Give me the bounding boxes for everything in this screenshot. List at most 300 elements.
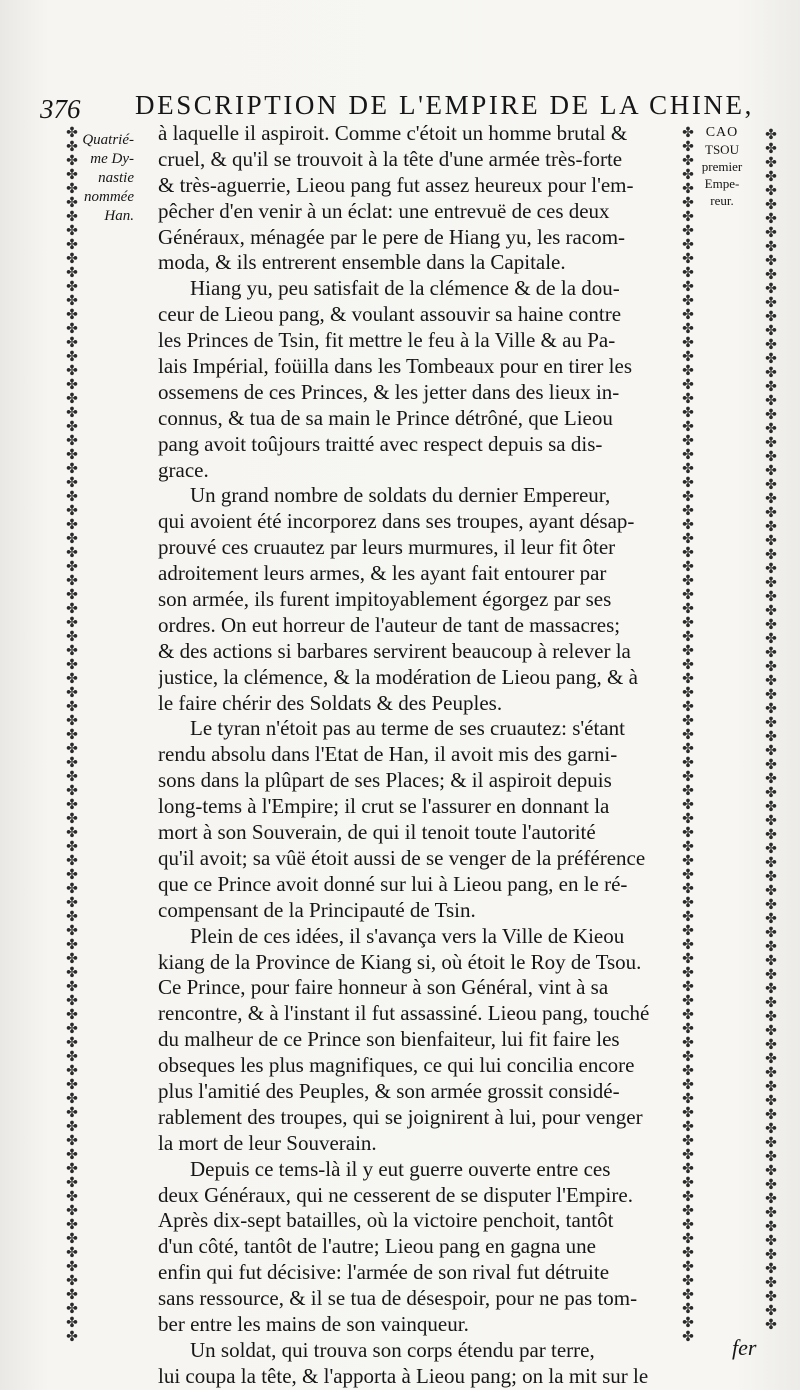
- marginal-line: Han.: [104, 208, 134, 224]
- fleuron-ornament: ✤: [66, 363, 78, 379]
- fleuron-ornament: ✤: [66, 965, 78, 981]
- fleuron-ornament: ✤: [682, 1035, 694, 1051]
- marginal-line: CAO: [705, 125, 739, 140]
- fleuron-ornament: ✤: [66, 1175, 78, 1191]
- text-line: grace.: [158, 457, 209, 482]
- fleuron-ornament: ✤: [765, 995, 777, 1011]
- fleuron-ornament: ✤: [765, 1205, 777, 1221]
- fleuron-ornament: ✤: [66, 615, 78, 631]
- fleuron-ornament: ✤: [682, 545, 694, 561]
- fleuron-ornament: ✤: [682, 461, 694, 477]
- text-line: le faire chérir des Soldats & des Peuples.: [158, 690, 503, 715]
- marginal-line: me Dy-: [90, 151, 134, 167]
- fleuron-ornament: ✤: [682, 1007, 694, 1023]
- fleuron-ornament: ✤: [66, 839, 78, 855]
- fleuron-ornament: ✤: [66, 853, 78, 869]
- fleuron-ornament: ✤: [66, 1133, 78, 1149]
- fleuron-ornament: ✤: [765, 1023, 777, 1039]
- fleuron-ornament: ✤: [66, 1035, 78, 1051]
- fleuron-ornament: ✤: [682, 853, 694, 869]
- fleuron-ornament: ✤: [765, 813, 777, 829]
- fleuron-ornament: ✤: [765, 379, 777, 395]
- fleuron-ornament: ✤: [765, 183, 777, 199]
- fleuron-ornament: ✤: [66, 517, 78, 533]
- fleuron-ornament: ✤: [765, 953, 777, 969]
- text-line: rablement des troupes, qui se joignirent à lui, pour venger: [158, 1104, 643, 1129]
- fleuron-ornament: ✤: [66, 153, 78, 169]
- fleuron-ornament: ✤: [66, 1231, 78, 1247]
- text-line: compensant de la Principauté de Tsin.: [158, 897, 476, 922]
- fleuron-ornament: ✤: [765, 771, 777, 787]
- fleuron-ornament: ✤: [682, 321, 694, 337]
- fleuron-ornament: ✤: [765, 1121, 777, 1137]
- catchword: fer: [732, 1335, 757, 1360]
- fleuron-ornament: ✤: [765, 449, 777, 465]
- fleuron-ornament: ✤: [66, 1105, 78, 1121]
- fleuron-ornament: ✤: [765, 659, 777, 675]
- text-line: prouvé ces cruautez par leurs murmures, il leur fit ôter: [158, 535, 616, 560]
- fleuron-ornament: ✤: [765, 729, 777, 745]
- fleuron-ornament: ✤: [66, 433, 78, 449]
- fleuron-ornament: ✤: [66, 1119, 78, 1135]
- fleuron-ornament: ✤: [66, 937, 78, 953]
- fleuron-ornament: ✤: [682, 1147, 694, 1163]
- text-line: Ce Prince, pour faire honneur à son Général, vint à sa: [158, 975, 609, 1000]
- fleuron-ornament: ✤: [682, 307, 694, 323]
- fleuron-ornament: ✤: [66, 1273, 78, 1289]
- fleuron-ornament: ✤: [682, 895, 694, 911]
- fleuron-ornament: ✤: [66, 1287, 78, 1303]
- fleuron-ornament: ✤: [682, 1105, 694, 1121]
- fleuron-ornament: ✤: [682, 671, 694, 687]
- fleuron-ornament: ✤: [66, 293, 78, 309]
- fleuron-ornament: ✤: [765, 1135, 777, 1151]
- fleuron-ornament: ✤: [765, 128, 777, 143]
- fleuron-ornament: ✤: [682, 1133, 694, 1149]
- fleuron-ornament: ✤: [682, 951, 694, 967]
- text-line: Un soldat, qui trouva son corps étendu par terre,: [190, 1337, 595, 1362]
- text-line: la mort de leur Souverain.: [158, 1130, 377, 1155]
- fleuron-ornament: ✤: [66, 1301, 78, 1317]
- text-line: cruel, & qu'il se trouvoit à la tête d'une armée très-forte: [158, 146, 623, 171]
- text-line: & des actions si barbares servirent beaucoup à relever la: [158, 638, 631, 663]
- fleuron-ornament: ✤: [765, 1261, 777, 1277]
- fleuron-ornament: ✤: [66, 657, 78, 673]
- fleuron-ornament: ✤: [682, 1049, 694, 1065]
- fleuron-ornament: ✤: [66, 1245, 78, 1261]
- marginal-line: TSOU: [705, 142, 739, 157]
- fleuron-ornament: ✤: [682, 1259, 694, 1275]
- fleuron-ornament: ✤: [66, 126, 78, 141]
- fleuron-ornament: ✤: [66, 1049, 78, 1065]
- fleuron-ornament: ✤: [66, 1329, 78, 1345]
- marginal-line: Quatrié-: [82, 132, 134, 148]
- fleuron-ornament: ✤: [765, 197, 777, 213]
- fleuron-ornament: ✤: [66, 587, 78, 603]
- fleuron-ornament: ✤: [66, 1147, 78, 1163]
- fleuron-ornament: ✤: [765, 1163, 777, 1179]
- fleuron-ornament: ✤: [765, 169, 777, 185]
- fleuron-ornament: ✤: [682, 209, 694, 225]
- fleuron-ornament: ✤: [765, 1177, 777, 1193]
- fleuron-ornament: ✤: [765, 645, 777, 661]
- fleuron-ornament: ✤: [765, 267, 777, 283]
- fleuron-ornament: ✤: [66, 475, 78, 491]
- fleuron-ornament: ✤: [682, 405, 694, 421]
- marginal-line: Empe-: [704, 176, 740, 191]
- fleuron-ornament: ✤: [682, 363, 694, 379]
- text-line: ceur de Lieou pang, & voulant assouvir sa haine contre: [158, 302, 622, 327]
- fleuron-ornament: ✤: [682, 1301, 694, 1317]
- fleuron-ornament: ✤: [765, 225, 777, 241]
- fleuron-ornament: ✤: [765, 757, 777, 773]
- text-line: qui avoient été incorporez dans ses troupes, ayant désap-: [158, 509, 635, 534]
- fleuron-ornament: ✤: [765, 295, 777, 311]
- text-line: Après dix-sept batailles, où la victoire penchoit, tantôt: [158, 1208, 614, 1233]
- text-line: Le tyran n'étoit pas au terme de ses cruautez: s'étant: [190, 716, 625, 741]
- fleuron-ornament: ✤: [765, 155, 777, 171]
- fleuron-ornament: ✤: [66, 209, 78, 225]
- fleuron-ornament: ✤: [682, 685, 694, 701]
- fleuron-ornament: ✤: [66, 825, 78, 841]
- fleuron-ornament: ✤: [765, 351, 777, 367]
- fleuron-ornament: ✤: [765, 519, 777, 535]
- fleuron-ornament: ✤: [66, 405, 78, 421]
- fleuron-ornament: ✤: [682, 1203, 694, 1219]
- text-line: deux Généraux, qui ne cesserent de se disputer l'Empire.: [158, 1182, 633, 1207]
- fleuron-ornament: ✤: [765, 981, 777, 997]
- fleuron-ornament: ✤: [66, 923, 78, 939]
- fleuron-ornament: ✤: [682, 349, 694, 365]
- text-line: du malheur de ce Prince son bienfaiteur, lui fit faire les: [158, 1027, 620, 1052]
- text-line: Plein de ces idées, il s'avança vers la Ville de Kieou: [190, 923, 625, 948]
- fleuron-ornament: ✤: [682, 811, 694, 827]
- fleuron-ornament: ✤: [765, 589, 777, 605]
- fleuron-ornament: ✤: [66, 1189, 78, 1205]
- fleuron-ornament: ✤: [66, 419, 78, 435]
- fleuron-ornament: ✤: [765, 869, 777, 885]
- fleuron-ornament: ✤: [682, 237, 694, 253]
- fleuron-ornament: ✤: [765, 505, 777, 521]
- fleuron-ornament: ✤: [66, 601, 78, 617]
- fleuron-ornament: ✤: [765, 603, 777, 619]
- fleuron-ornament: ✤: [682, 293, 694, 309]
- fleuron-ornament: ✤: [765, 1051, 777, 1067]
- text-line: Hiang yu, peu satisfait de la clémence & de la dou-: [190, 276, 620, 301]
- fleuron-ornament: ✤: [765, 1303, 777, 1319]
- fleuron-ornament: ✤: [66, 531, 78, 547]
- fleuron-ornament: ✤: [765, 617, 777, 633]
- fleuron-ornament: ✤: [765, 365, 777, 381]
- fleuron-ornament: ✤: [66, 993, 78, 1009]
- fleuron-ornament: ✤: [765, 533, 777, 549]
- text-line: ber entre les mains de son vainqueur.: [158, 1311, 469, 1336]
- fleuron-ornament: ✤: [66, 237, 78, 253]
- text-line: plus l'amitié des Peuples, & son armée grossit considé-: [158, 1078, 620, 1103]
- fleuron-ornament: ✤: [682, 825, 694, 841]
- fleuron-ornament: ✤: [682, 741, 694, 757]
- fleuron-ornament: ✤: [66, 797, 78, 813]
- text-line: que ce Prince avoit donné sur lui à Lieou pang, en le ré-: [158, 871, 628, 896]
- fleuron-ornament: ✤: [765, 1107, 777, 1123]
- fleuron-ornament: ✤: [682, 993, 694, 1009]
- fleuron-ornament: ✤: [66, 783, 78, 799]
- fleuron-ornament: ✤: [682, 531, 694, 547]
- fleuron-ornament: ✤: [66, 489, 78, 505]
- fleuron-ornament: ✤: [682, 377, 694, 393]
- fleuron-ornament: ✤: [66, 769, 78, 785]
- text-line: qu'il avoit; sa vûë étoit aussi de se venger de la préférence: [158, 845, 646, 870]
- fleuron-ornament: ✤: [66, 1007, 78, 1023]
- fleuron-ornament: ✤: [765, 477, 777, 493]
- fleuron-ornament: ✤: [682, 251, 694, 267]
- fleuron-ornament: ✤: [765, 911, 777, 927]
- fleuron-ornament: ✤: [765, 561, 777, 577]
- fleuron-ornament: ✤: [682, 587, 694, 603]
- fleuron-ornament: ✤: [66, 195, 78, 211]
- fleuron-ornament: ✤: [682, 769, 694, 785]
- fleuron-ornament: ✤: [682, 126, 694, 141]
- text-line: sans ressource, & il se tua de désespoir, pour ne pas tom-: [158, 1286, 638, 1311]
- fleuron-ornament: ✤: [682, 1175, 694, 1191]
- fleuron-ornament: ✤: [682, 657, 694, 673]
- marginal-line: premier: [701, 159, 743, 174]
- fleuron-ornament: ✤: [765, 393, 777, 409]
- text-line: Depuis ce tems-là il y eut guerre ouverte entre ces: [190, 1156, 611, 1181]
- fleuron-ornament: ✤: [66, 461, 78, 477]
- fleuron-ornament: ✤: [682, 433, 694, 449]
- text-line: son armée, ils furent impitoyablement égorgez par ses: [158, 587, 612, 612]
- fleuron-ornament: ✤: [66, 377, 78, 393]
- running-title: DESCRIPTION DE L'EMPIRE DE LA CHINE,: [135, 90, 754, 120]
- fleuron-ornament: ✤: [682, 503, 694, 519]
- fleuron-ornament: ✤: [682, 601, 694, 617]
- fleuron-ornament: ✤: [682, 391, 694, 407]
- fleuron-ornament: ✤: [66, 1315, 78, 1331]
- fleuron-ornament: ✤: [682, 1161, 694, 1177]
- fleuron-ornament: ✤: [66, 629, 78, 645]
- fleuron-ornament: ✤: [66, 951, 78, 967]
- fleuron-ornament: ✤: [66, 895, 78, 911]
- fleuron-ornament: ✤: [765, 407, 777, 423]
- fleuron-ornament: ✤: [765, 575, 777, 591]
- fleuron-ornament: ✤: [765, 1093, 777, 1109]
- fleuron-ornament: ✤: [682, 475, 694, 491]
- fleuron-ornament: ✤: [765, 799, 777, 815]
- fleuron-ornament: ✤: [765, 435, 777, 451]
- fleuron-ornament: ✤: [66, 1091, 78, 1107]
- fleuron-ornament: ✤: [682, 1245, 694, 1261]
- fleuron-ornament: ✤: [66, 181, 78, 197]
- text-line: obseques les plus magnifiques, ce qui lui concilia encore: [158, 1053, 635, 1078]
- text-line: rencontre, & à l'instant il fut assassiné. Lieou pang, touché: [158, 1001, 650, 1026]
- fleuron-ornament: ✤: [765, 967, 777, 983]
- fleuron-ornament: ✤: [765, 1149, 777, 1165]
- fleuron-ornament: ✤: [765, 309, 777, 325]
- fleuron-ornament: ✤: [66, 1021, 78, 1037]
- fleuron-ornament: ✤: [66, 349, 78, 365]
- fleuron-ornament: ✤: [682, 265, 694, 281]
- text-line: long-tems à l'Empire; il crut se l'assurer en donnant la: [158, 794, 610, 819]
- fleuron-ornament: ✤: [66, 881, 78, 897]
- text-line: pang avoit toûjours traitté avec respect depuis sa dis-: [158, 431, 603, 456]
- fleuron-ornament: ✤: [66, 335, 78, 351]
- fleuron-ornament: ✤: [66, 559, 78, 575]
- text-line: justice, la clémence, & la modération de Lieou pang, & à: [158, 664, 638, 689]
- fleuron-ornament: ✤: [682, 1063, 694, 1079]
- fleuron-ornament: ✤: [682, 1287, 694, 1303]
- fleuron-ornament: ✤: [765, 1065, 777, 1081]
- text-line: mort à son Souverain, de qui il tenoit toute l'autorité: [158, 820, 596, 845]
- fleuron-ornament: ✤: [66, 251, 78, 267]
- fleuron-ornament: ✤: [682, 965, 694, 981]
- fleuron-ornament: ✤: [66, 1259, 78, 1275]
- text-line: sons dans la plûpart de ses Places; & il aspiroit depuis: [158, 768, 612, 793]
- fleuron-ornament: ✤: [765, 211, 777, 227]
- left-marginal-note: [48, 131, 134, 226]
- fleuron-ornament: ✤: [682, 1189, 694, 1205]
- fleuron-ornament: ✤: [765, 897, 777, 913]
- fleuron-ornament: ✤: [765, 925, 777, 941]
- fleuron-ornament: ✤: [682, 1021, 694, 1037]
- text-line: ossemens de ces Princes, & les jetter dans des lieux in-: [158, 379, 620, 404]
- fleuron-ornament: ✤: [682, 979, 694, 995]
- text-line: kiang de la Province de Kiang si, où étoit le Roy de Tsou.: [158, 949, 642, 974]
- marginal-line: nommée: [84, 189, 134, 205]
- fleuron-ornament: ✤: [66, 713, 78, 729]
- fleuron-ornament: ✤: [765, 1009, 777, 1025]
- fleuron-ornament: ✤: [66, 279, 78, 295]
- fleuron-ornament: ✤: [765, 855, 777, 871]
- fleuron-ornament: ✤: [765, 1233, 777, 1249]
- fleuron-ornament: ✤: [682, 629, 694, 645]
- fleuron-ornament: ✤: [66, 503, 78, 519]
- text-line: lui coupa la tête, & l'apporta à Lieou pang; on la mit sur le: [158, 1363, 649, 1388]
- fleuron-ornament: ✤: [765, 827, 777, 843]
- fleuron-ornament: ✤: [66, 867, 78, 883]
- fleuron-ornament: ✤: [682, 447, 694, 463]
- fleuron-ornament: ✤: [682, 867, 694, 883]
- fleuron-ornament: ✤: [66, 167, 78, 183]
- fleuron-ornament: ✤: [682, 573, 694, 589]
- fleuron-ornament: ✤: [765, 1219, 777, 1235]
- fleuron-ornament: ✤: [765, 281, 777, 297]
- fleuron-ornament: ✤: [66, 139, 78, 155]
- fleuron-ornament: ✤: [682, 139, 694, 155]
- fleuron-ornament: ✤: [66, 307, 78, 323]
- fleuron-ornament: ✤: [66, 321, 78, 337]
- fleuron-ornament: ✤: [765, 1191, 777, 1207]
- fleuron-ornament: ✤: [765, 715, 777, 731]
- fleuron-ornament: ✤: [765, 491, 777, 507]
- fleuron-ornament: ✤: [682, 1273, 694, 1289]
- right-ornamental-border: [680, 126, 696, 1348]
- fleuron-ornament: ✤: [682, 937, 694, 953]
- fleuron-ornament: ✤: [66, 699, 78, 715]
- fleuron-ornament: ✤: [682, 643, 694, 659]
- fleuron-ornament: ✤: [682, 839, 694, 855]
- text-line: à laquelle il aspiroit. Comme c'étoit un homme brutal &: [158, 121, 628, 145]
- fleuron-ornament: ✤: [765, 701, 777, 717]
- fleuron-ornament: ✤: [682, 335, 694, 351]
- fleuron-ornament: ✤: [765, 939, 777, 955]
- fleuron-ornament: ✤: [765, 1275, 777, 1291]
- fleuron-ornament: ✤: [682, 517, 694, 533]
- text-line: connus, & tua de sa main le Prince détrôné, que Lieou: [158, 405, 613, 430]
- text-line: ordres. On eut horreur de l'auteur de tant de massacres;: [158, 612, 621, 637]
- fleuron-ornament: ✤: [682, 1329, 694, 1345]
- fleuron-ornament: ✤: [66, 447, 78, 463]
- text-line: & très-aguerrie, Lieou pang fut assez heureux pour l'em-: [158, 172, 634, 197]
- outer-ornamental-border: [763, 128, 779, 1343]
- fleuron-ornament: ✤: [682, 755, 694, 771]
- fleuron-ornament: ✤: [66, 685, 78, 701]
- left-ornamental-border: [64, 126, 80, 1348]
- fleuron-ornament: ✤: [765, 337, 777, 353]
- fleuron-ornament: ✤: [66, 671, 78, 687]
- text-line: Un grand nombre de soldats du dernier Empereur,: [190, 483, 611, 508]
- fleuron-ornament: ✤: [765, 421, 777, 437]
- text-line: enfin qui fut décisive: l'armée de son rival fut détruite: [158, 1260, 610, 1285]
- fleuron-ornament: ✤: [66, 727, 78, 743]
- fleuron-ornament: ✤: [66, 741, 78, 757]
- fleuron-ornament: ✤: [66, 573, 78, 589]
- marginal-line: reur.: [710, 193, 734, 208]
- fleuron-ornament: ✤: [682, 1315, 694, 1331]
- text-line: Généraux, ménagée par le pere de Hiang yu, les racom-: [158, 224, 626, 249]
- fleuron-ornament: ✤: [682, 1231, 694, 1247]
- fleuron-ornament: ✤: [66, 811, 78, 827]
- fleuron-ornament: ✤: [765, 631, 777, 647]
- fleuron-ornament: ✤: [66, 265, 78, 281]
- marginal-line: nastie: [98, 170, 134, 186]
- fleuron-ornament: ✤: [682, 713, 694, 729]
- fleuron-ornament: ✤: [66, 1217, 78, 1233]
- fleuron-ornament: ✤: [66, 1063, 78, 1079]
- fleuron-ornament: ✤: [765, 1317, 777, 1333]
- fleuron-ornament: ✤: [682, 909, 694, 925]
- fleuron-ornament: ✤: [682, 1077, 694, 1093]
- fleuron-ornament: ✤: [66, 1161, 78, 1177]
- text-line: d'un côté, tantôt de l'autre; Lieou pang en gagna une: [158, 1234, 596, 1259]
- fleuron-ornament: ✤: [765, 1289, 777, 1305]
- fleuron-ornament: ✤: [682, 223, 694, 239]
- fleuron-ornament: ✤: [66, 391, 78, 407]
- fleuron-ornament: ✤: [682, 559, 694, 575]
- fleuron-ornament: ✤: [66, 643, 78, 659]
- fleuron-ornament: ✤: [66, 1077, 78, 1093]
- text-line: rendu absolu dans l'Etat de Han, il avoit mis des garni-: [158, 742, 618, 767]
- fleuron-ornament: ✤: [66, 1203, 78, 1219]
- fleuron-ornament: ✤: [765, 1079, 777, 1095]
- fleuron-ornament: ✤: [765, 1247, 777, 1263]
- text-line: pêcher d'en venir à un éclat: une entrevuë de ces deux: [158, 198, 610, 223]
- fleuron-ornament: ✤: [765, 253, 777, 269]
- fleuron-ornament: ✤: [682, 153, 694, 169]
- fleuron-ornament: ✤: [66, 979, 78, 995]
- text-line: adroitement leurs armes, & les ayant fait entourer par: [158, 561, 607, 586]
- fleuron-ornament: ✤: [682, 699, 694, 715]
- fleuron-ornament: ✤: [682, 797, 694, 813]
- fleuron-ornament: ✤: [66, 755, 78, 771]
- fleuron-ornament: ✤: [765, 1037, 777, 1053]
- fleuron-ornament: ✤: [682, 881, 694, 897]
- text-line: moda, & ils entrerent ensemble dans la Capitale.: [158, 250, 566, 275]
- body-text: [158, 121, 678, 1390]
- fleuron-ornament: ✤: [682, 279, 694, 295]
- fleuron-ornament: ✤: [765, 687, 777, 703]
- fleuron-ornament: ✤: [682, 923, 694, 939]
